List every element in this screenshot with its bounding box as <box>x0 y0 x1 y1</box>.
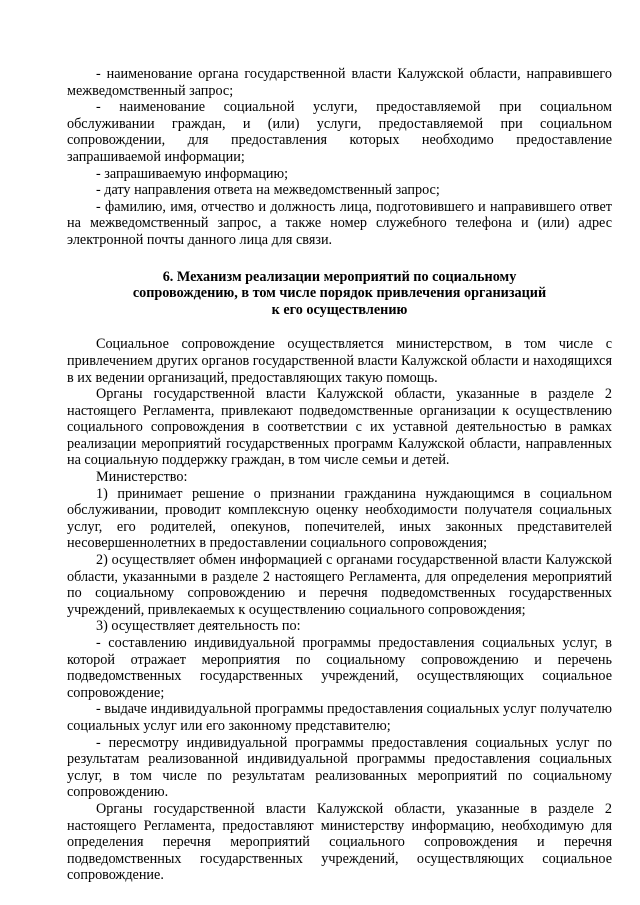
section-heading-line-3: к его осуществлению <box>271 301 408 318</box>
section-heading-line-1: 6. Механизм реализации мероприятий по социальному <box>162 268 517 285</box>
paragraph-ministry-item-2: 2) осуществляет обмен информацией с органами государственной власти Калужской области, указанными в разделе 2 настоящего Регламента, для определения мероприятий по социальному сопровождению и перечня подведомственных государственных учреждений, привлекаемых к осуществлению социального сопровождения; <box>67 552 612 618</box>
paragraph-program-compilation: - составлению индивидуальной программы предоставления социальных услуг, в которой отражает мероприятия по социальному сопровождению и перечень подведомственных государственных учреждений, осуществляющих социальное сопровождение; <box>67 635 612 701</box>
list-item-responsible-person: - фамилию, имя, отчество и должность лица, подготовившего и направившего ответ на межведомственный запрос, а также номер служебного телефона и (или) адрес электронной почты данного лица для связи. <box>67 198 612 248</box>
paragraph-ministry-item-3: 3) осуществляет деятельность по: <box>96 618 301 635</box>
paragraph-program-revision: - пересмотру индивидуальной программы предоставления социальных услуг по результатам реализованной индивидуальной программы предоставления социальных услуг, в том числе по результатам реализованных мероприятий по социальному сопровождению. <box>67 734 612 801</box>
list-item-requested-info: - запрашиваемую информацию; <box>96 165 289 182</box>
paragraph-ministry-item-1: 1) принимает решение о признании гражданина нуждающимся в социальном обслуживании, проводит комплексную оценку необходимости получателя социальных услуг, его родителей, опекунов, попечителей, иных законных представителей несовершеннолетних в предоставлении социального сопровождения; <box>67 485 612 552</box>
list-item-requesting-authority: - наименование органа государственной власти Калужской области, направившего межведомственный запрос; <box>67 66 612 99</box>
paragraph-ministry-label: Министерство: <box>96 469 188 486</box>
list-item-social-service-name: - наименование социальной услуги, предоставляемой при социальном обслуживании граждан, и (или) услуги, предоставляемой при социальном сопровождении, для предоставления которых необходимо предоставление запрашиваемой информации; <box>67 99 612 165</box>
paragraph-social-support-intro: Социальное сопровождение осуществляется министерством, в том числе с привлечением других органов государственной власти Калужской области и находящихся в их ведении организаций, предоставляющих такую помощь. <box>67 336 612 386</box>
document-page <box>67 66 612 884</box>
paragraph-authorities-provide-info: Органы государственной власти Калужской области, указанные в разделе 2 настоящего Регламента, предоставляют министерству информацию, необходимую для определения перечня мероприятий социального сопровождения и перечня подведомственных государственных учреждений, осуществляющих социальное сопровождение. <box>67 800 612 884</box>
section-heading-line-2: сопровождению, в том числе порядок привлечения организаций <box>132 285 547 302</box>
section-body <box>67 336 612 884</box>
list-item-response-date: - дату направления ответа на межведомственный запрос; <box>96 182 440 199</box>
top-list-block <box>67 66 612 249</box>
paragraph-program-issuance: - выдаче индивидуальной программы предоставления социальных услуг получателю социальных услуг или его законному представителю; <box>67 701 612 734</box>
section-heading <box>67 269 612 319</box>
paragraph-authorities-involve-orgs: Органы государственной власти Калужской области, указанные в разделе 2 настоящего Регламента, привлекают подведомственные организации к осуществлению социального сопровождения в соответствии с их уставной деятельностью в рамках реализации мероприятий государственных программ Калужской области, направленных на социальную поддержку граждан, в том числе семьи и детей. <box>67 386 612 469</box>
